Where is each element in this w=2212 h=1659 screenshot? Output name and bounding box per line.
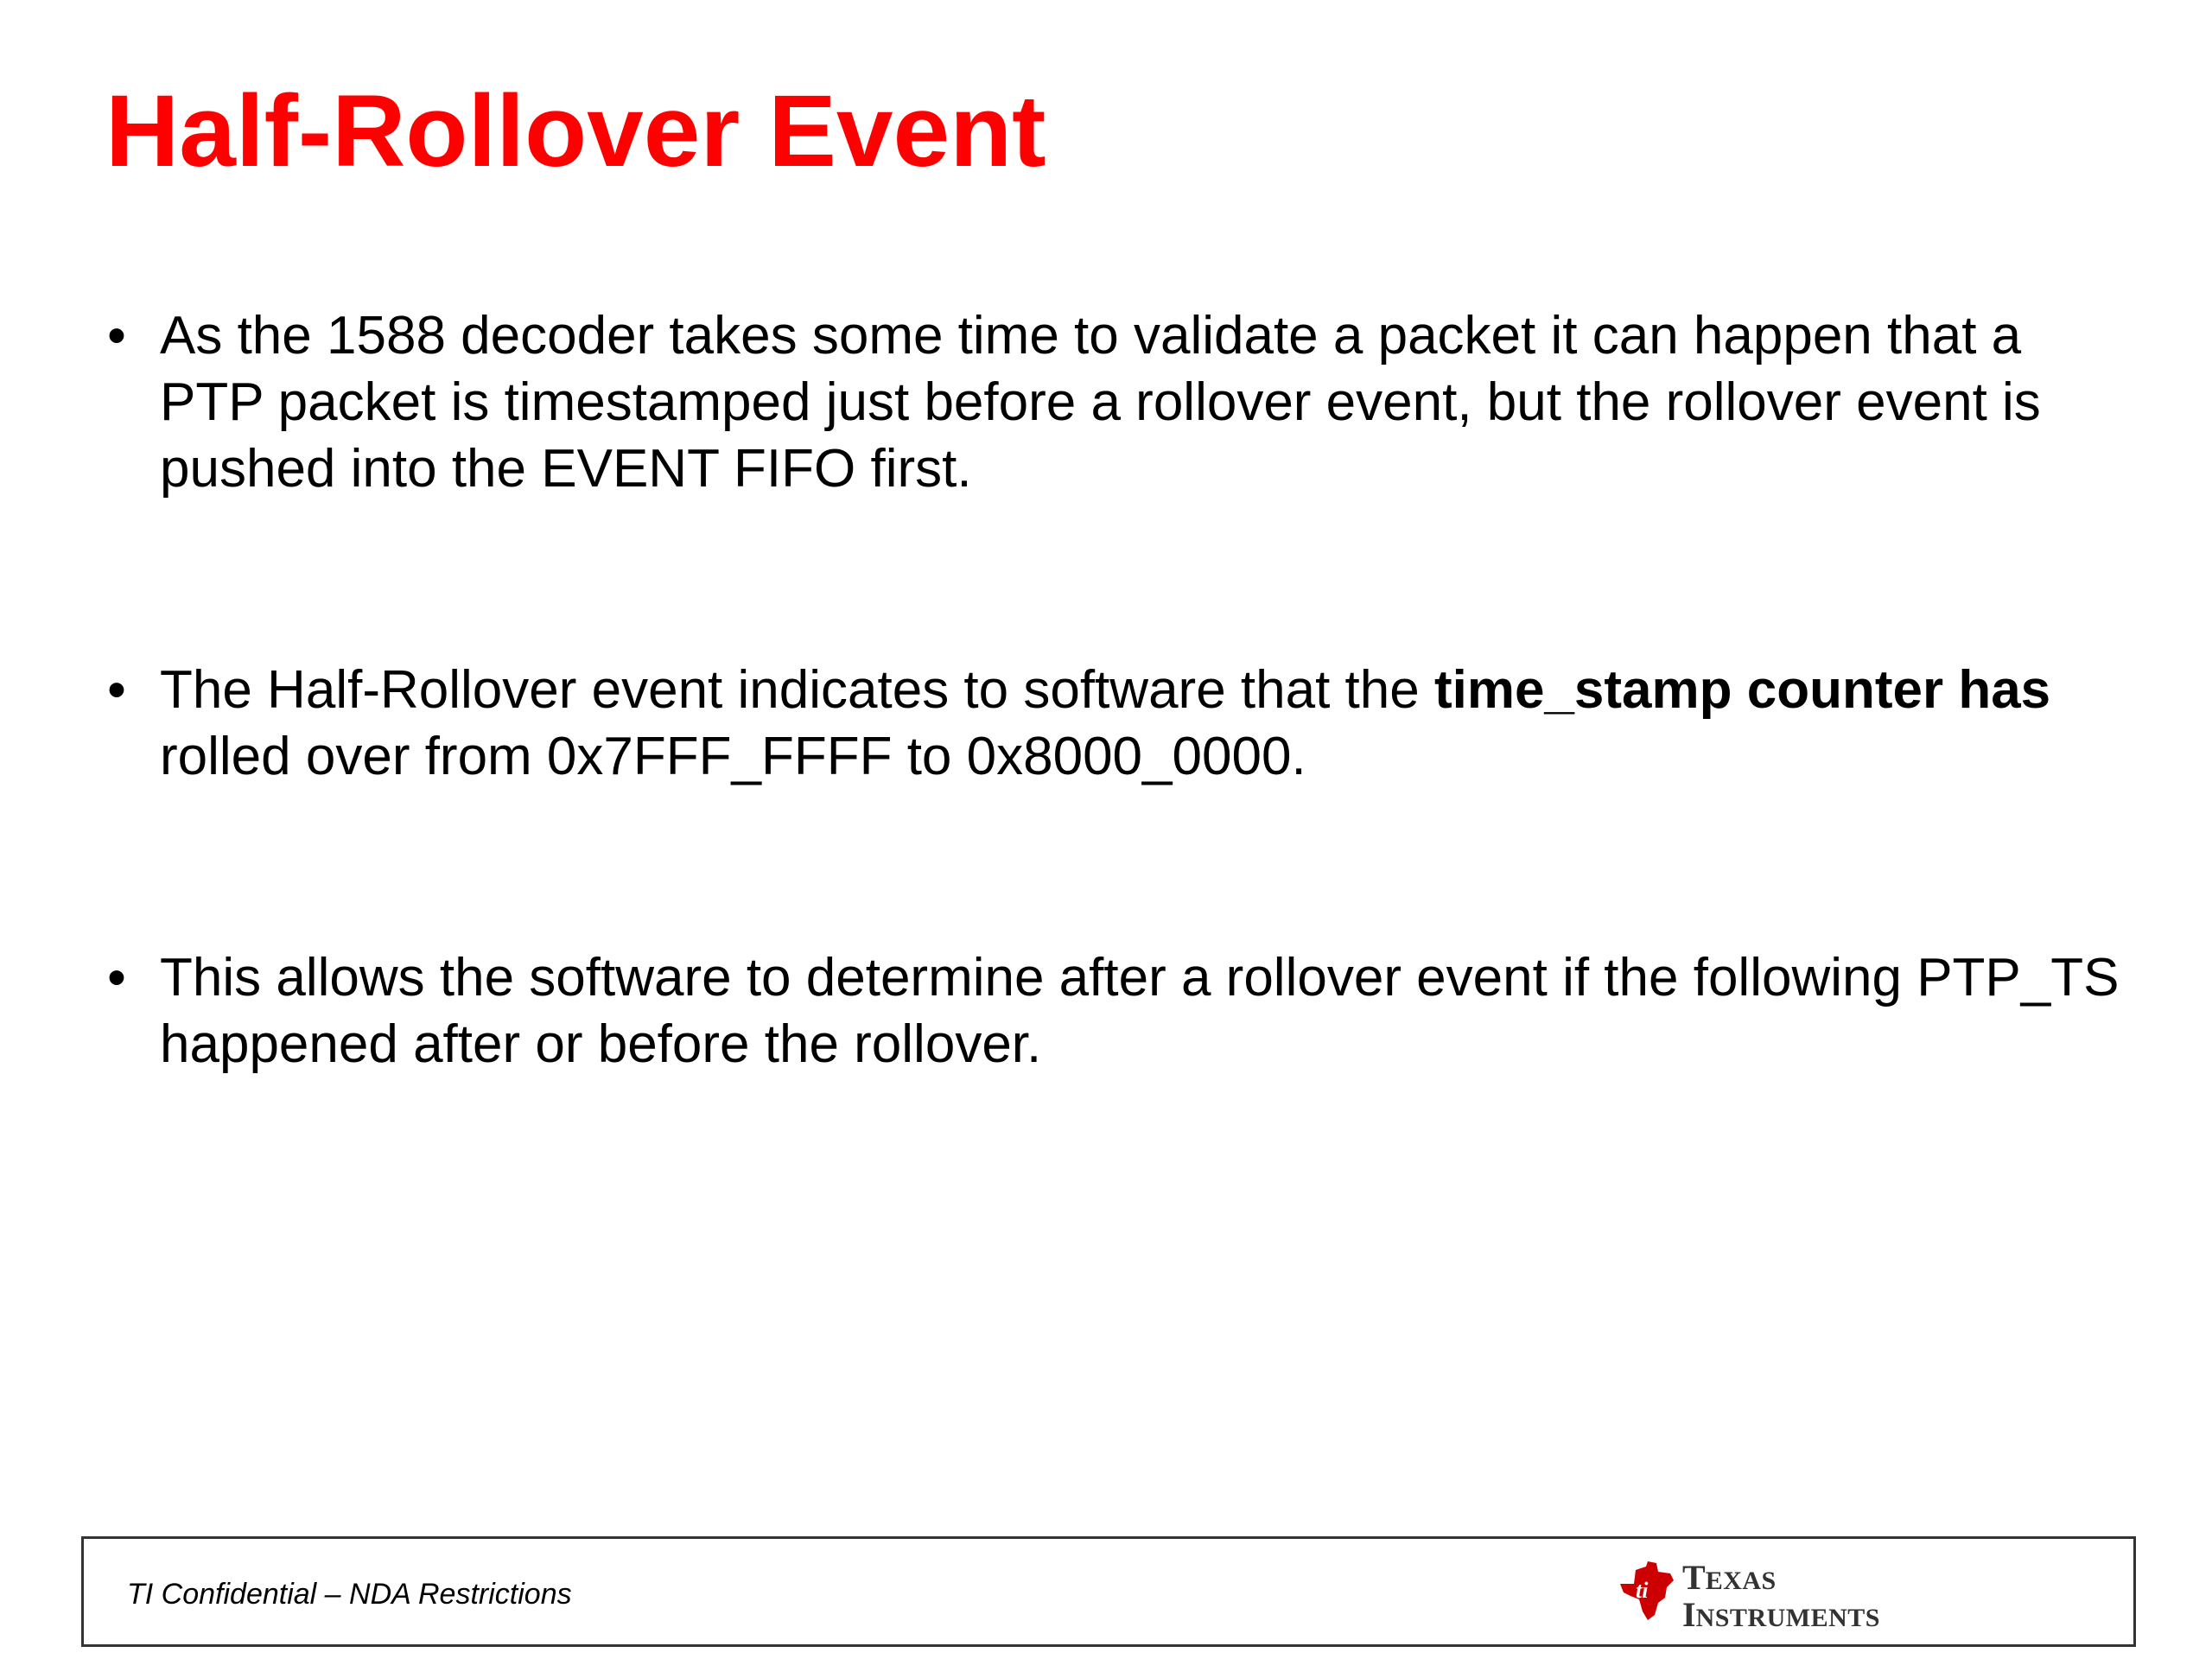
svg-text:ti: ti [1636, 1578, 1649, 1603]
texas-instruments-logo [1613, 1558, 1907, 1634]
bullet-marker: • [107, 660, 126, 720]
bullet-text: As the 1588 decoder takes some time to validate a packet it can happen that a PTP packet is timestamped just before a rollover event, but the rollover event is pushed into the EVENT FIFO first. [160, 306, 2041, 499]
bullet-item [99, 657, 2121, 790]
confidential-notice: TI Confidential – NDA Restrictions [127, 1578, 572, 1611]
bullet-text: The Half-Rollover event indicates to software that the time_stamp counter has rolled over from 0x7FFF_FFFF to 0x8000_0000. [160, 660, 2051, 786]
bullet-marker: • [107, 948, 126, 1007]
bullet-text: This allows the software to determine after a rollover event if the following PTP_TS happened after or before the rollover. [160, 948, 2120, 1074]
bullet-item [99, 944, 2121, 1077]
bullet-item [99, 302, 2121, 502]
texas-instruments-logo-icon [1613, 1558, 1679, 1624]
ti-wordmark: TEXAS INSTRUMENTS [1682, 1558, 1880, 1634]
slide-footer [81, 1536, 2136, 1647]
slide-title: Half-Rollover Event [105, 74, 1046, 188]
bullet-marker: • [107, 306, 126, 365]
